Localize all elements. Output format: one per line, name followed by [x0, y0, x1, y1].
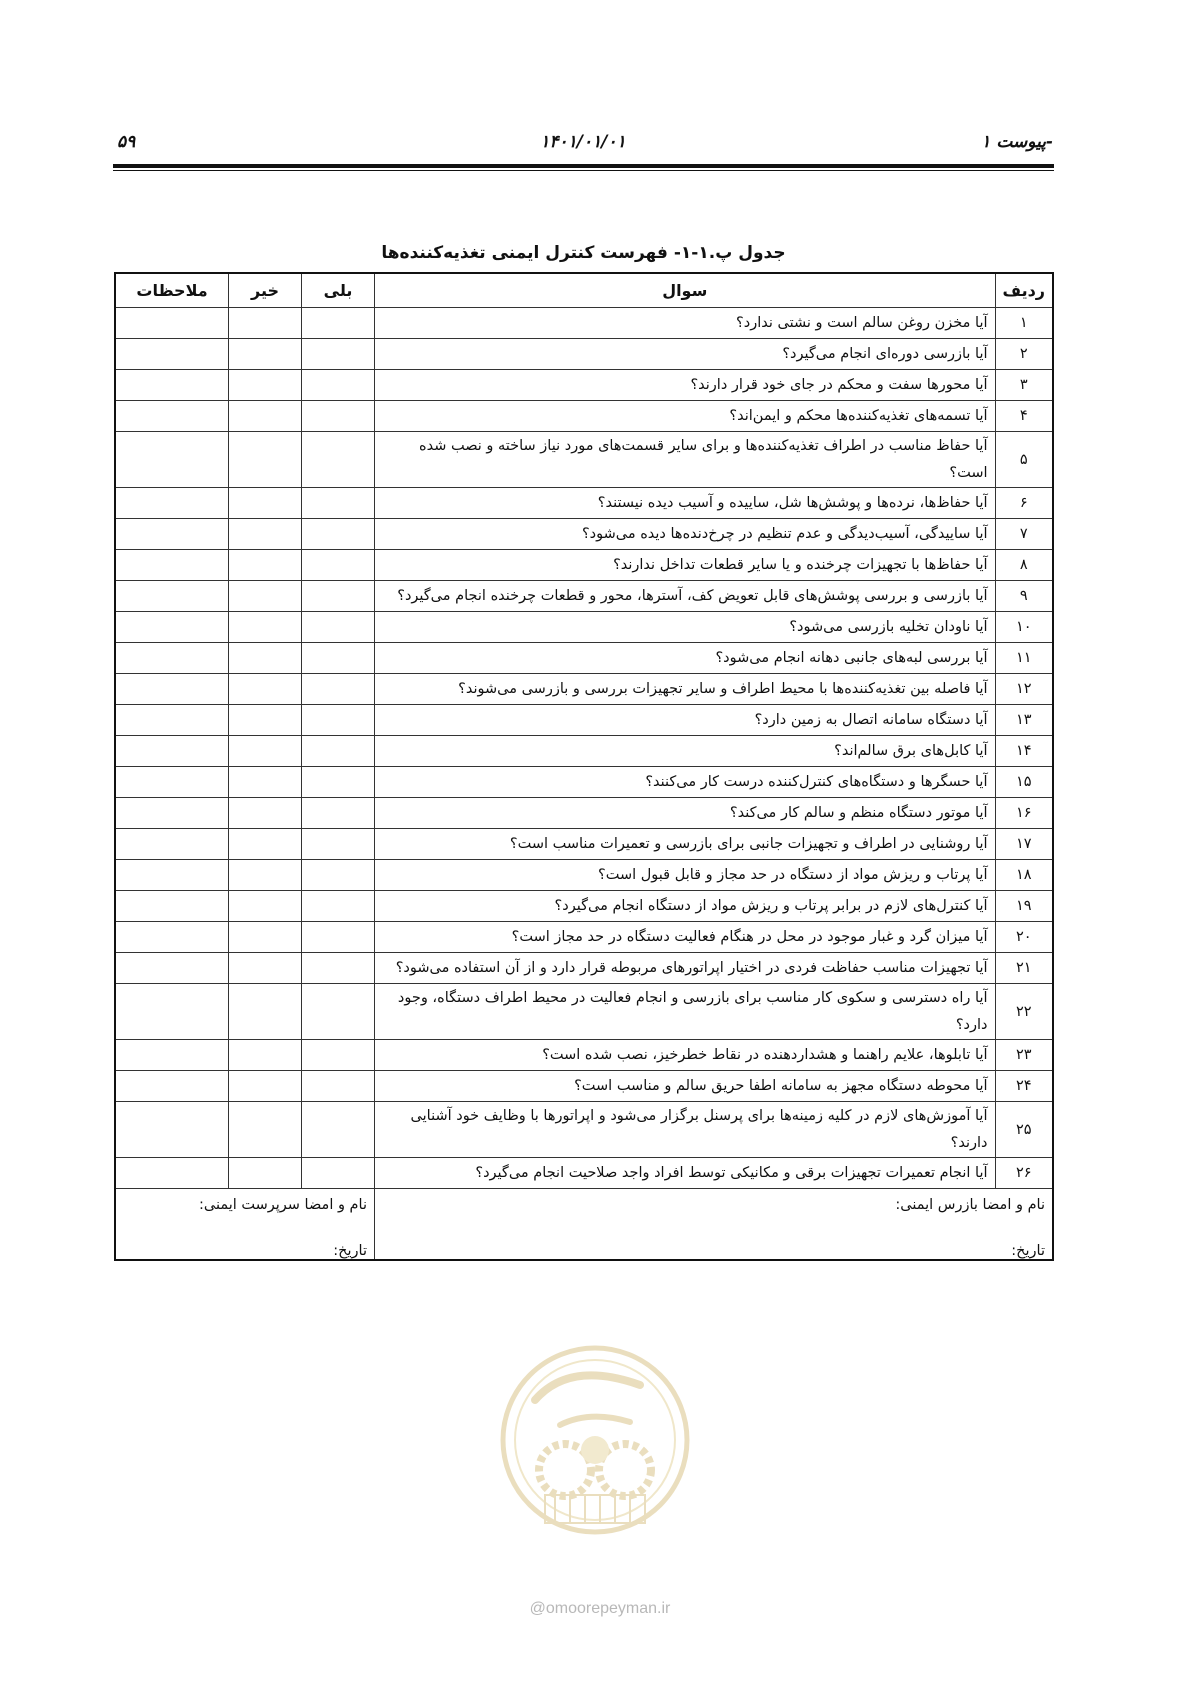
yes-cell[interactable] [302, 550, 375, 581]
notes-cell[interactable] [115, 488, 229, 519]
row-number: ۱۳ [995, 705, 1053, 736]
row-number: ۲۲ [995, 984, 1053, 1040]
notes-cell[interactable] [115, 767, 229, 798]
notes-cell[interactable] [115, 736, 229, 767]
question-text: آیا میزان گرد و غبار موجود در محل در هنگام فعالیت دستگاه در حد مجاز است؟ [375, 922, 996, 953]
no-cell[interactable] [229, 891, 302, 922]
table-row [115, 674, 1053, 705]
question-text: آیا ساییدگی، آسیب‌دیدگی و عدم تنظیم در چرخ‌دنده‌ها دیده می‌شود؟ [375, 519, 996, 550]
yes-cell[interactable] [302, 1071, 375, 1102]
table-row [115, 829, 1053, 860]
question-text: آیا حسگرها و دستگاه‌های کنترل‌کننده درست کار می‌کنند؟ [375, 767, 996, 798]
row-number: ۱۱ [995, 643, 1053, 674]
supervisor-date-label: تاریخ: [333, 1243, 367, 1259]
row-number: ۲۶ [995, 1158, 1053, 1189]
section-label: پیوست ۱- [981, 132, 1053, 152]
row-number: ۱۸ [995, 860, 1053, 891]
table-row [115, 1102, 1053, 1158]
yes-cell[interactable] [302, 1040, 375, 1071]
row-number: ۱۷ [995, 829, 1053, 860]
question-text: آیا محوطه دستگاه مجهز به سامانه اطفا حریق سالم و مناسب است؟ [375, 1071, 996, 1102]
no-cell[interactable] [229, 736, 302, 767]
table-row [115, 370, 1053, 401]
table-row [115, 612, 1053, 643]
no-cell[interactable] [229, 829, 302, 860]
no-cell[interactable] [229, 612, 302, 643]
no-cell[interactable] [229, 401, 302, 432]
notes-cell[interactable] [115, 953, 229, 984]
question-text: آیا تجهیزات مناسب حفاظت فردی در اختیار اپراتورهای مربوطه قرار دارد و از آن استفاده می‌شود؟ [375, 953, 996, 984]
yes-cell[interactable] [302, 612, 375, 643]
supervisor-signature-label: نام و امضا سرپرست ایمنی: [198, 1197, 367, 1213]
no-cell[interactable] [229, 550, 302, 581]
row-number: ۲۱ [995, 953, 1053, 984]
no-cell[interactable] [229, 674, 302, 705]
header-yes: بلی [302, 273, 375, 308]
table-row [115, 1071, 1053, 1102]
yes-cell[interactable] [302, 308, 375, 339]
table-row [115, 736, 1053, 767]
table-header-row [115, 273, 1053, 308]
no-cell[interactable] [229, 432, 302, 488]
table-row [115, 860, 1053, 891]
question-text: آیا تابلوها، علایم راهنما و هشداردهنده در نقاط خطرخیز، نصب شده است؟ [375, 1040, 996, 1071]
table-row [115, 488, 1053, 519]
notes-cell[interactable] [115, 370, 229, 401]
row-number: ۲۴ [995, 1071, 1053, 1102]
table-row [115, 581, 1053, 612]
no-cell[interactable] [229, 308, 302, 339]
header-question: سوال [375, 273, 996, 308]
inspector-signature-label: نام و امضا بازرس ایمنی: [895, 1197, 1045, 1213]
notes-cell[interactable] [115, 550, 229, 581]
header-date: ۱۴۰۱/۰۱/۰۱ [540, 132, 626, 152]
question-text: آیا ناودان تخلیه بازرسی می‌شود؟ [375, 612, 996, 643]
yes-cell[interactable] [302, 984, 375, 1040]
no-cell[interactable] [229, 860, 302, 891]
question-text: آیا تسمه‌های تغذیه‌کننده‌ها محکم و ایمن‌اند؟ [375, 401, 996, 432]
header-row-number: ردیف [995, 273, 1053, 308]
yes-cell[interactable] [302, 891, 375, 922]
yes-cell[interactable] [302, 767, 375, 798]
table-row [115, 550, 1053, 581]
question-text: آیا انجام تعمیرات تجهیزات برقی و مکانیکی توسط افراد واجد صلاحیت انجام می‌گیرد؟ [375, 1158, 996, 1189]
notes-cell[interactable] [115, 339, 229, 370]
table-row [115, 643, 1053, 674]
yes-cell[interactable] [302, 401, 375, 432]
notes-cell[interactable] [115, 519, 229, 550]
no-cell[interactable] [229, 922, 302, 953]
notes-cell[interactable] [115, 984, 229, 1040]
notes-cell[interactable] [115, 1102, 229, 1158]
question-text: آیا پرتاب و ریزش مواد از دستگاه در حد مجاز و قابل قبول است؟ [375, 860, 996, 891]
question-text: آیا مخزن روغن سالم است و نشتی ندارد؟ [375, 308, 996, 339]
no-cell[interactable] [229, 767, 302, 798]
notes-cell[interactable] [115, 1040, 229, 1071]
yes-cell[interactable] [302, 829, 375, 860]
question-text: آیا محورها سفت و محکم در جای خود قرار دارند؟ [375, 370, 996, 401]
row-number: ۷ [995, 519, 1053, 550]
no-cell[interactable] [229, 1158, 302, 1189]
question-text: آیا کنترل‌های لازم در برابر پرتاب و ریزش مواد از دستگاه انجام می‌گیرد؟ [375, 891, 996, 922]
notes-cell[interactable] [115, 643, 229, 674]
yes-cell[interactable] [302, 432, 375, 488]
question-text: آیا روشنایی در اطراف و تجهیزات جانبی برای بازرسی و تعمیرات مناسب است؟ [375, 829, 996, 860]
yes-cell[interactable] [302, 1102, 375, 1158]
table-row [115, 798, 1053, 829]
notes-cell[interactable] [115, 922, 229, 953]
question-text: آیا آموزش‌های لازم در کلیه زمینه‌ها برای پرسنل برگزار می‌شود و اپراتورها با وظایف خود آشنایی دارند؟ [375, 1102, 996, 1158]
yes-cell[interactable] [302, 860, 375, 891]
checklist-table [114, 272, 1054, 1261]
notes-cell[interactable] [115, 705, 229, 736]
row-number: ۱۹ [995, 891, 1053, 922]
yes-cell[interactable] [302, 1158, 375, 1189]
notes-cell[interactable] [115, 581, 229, 612]
yes-cell[interactable] [302, 519, 375, 550]
notes-cell[interactable] [115, 612, 229, 643]
yes-cell[interactable] [302, 922, 375, 953]
no-cell[interactable] [229, 519, 302, 550]
question-text: آیا موتور دستگاه منظم و سالم کار می‌کند؟ [375, 798, 996, 829]
notes-cell[interactable] [115, 308, 229, 339]
table-row [115, 401, 1053, 432]
yes-cell[interactable] [302, 643, 375, 674]
header-rule-thick [113, 164, 1054, 168]
page-number: ۵۹ [117, 132, 136, 152]
table-row [115, 984, 1053, 1040]
notes-cell[interactable] [115, 401, 229, 432]
no-cell[interactable] [229, 581, 302, 612]
no-cell[interactable] [229, 1071, 302, 1102]
question-text: آیا فاصله بین تغذیه‌کننده‌ها با محیط اطراف و سایر تجهیزات بررسی و بازرسی می‌شوند؟ [375, 674, 996, 705]
no-cell[interactable] [229, 953, 302, 984]
row-number: ۲۳ [995, 1040, 1053, 1071]
no-cell[interactable] [229, 1040, 302, 1071]
row-number: ۱۰ [995, 612, 1053, 643]
yes-cell[interactable] [302, 953, 375, 984]
header-no: خیر [229, 273, 302, 308]
table-row [115, 767, 1053, 798]
question-text: آیا بررسی لبه‌های جانبی دهانه انجام می‌شود؟ [375, 643, 996, 674]
table-row [115, 922, 1053, 953]
watermark-logo [490, 1330, 700, 1580]
question-text: آیا کابل‌های برق سالم‌اند؟ [375, 736, 996, 767]
yes-cell[interactable] [302, 798, 375, 829]
table-row [115, 953, 1053, 984]
yes-cell[interactable] [302, 736, 375, 767]
inspector-signature-cell[interactable] [375, 1189, 1054, 1261]
question-text: آیا حفاظ‌ها با تجهیزات چرخنده و یا سایر قطعات تداخل ندارند؟ [375, 550, 996, 581]
question-text: آیا بازرسی و بررسی پوشش‌های قابل تعویض کف، آسترها، محور و قطعات چرخنده انجام می‌گیرد؟ [375, 581, 996, 612]
notes-cell[interactable] [115, 860, 229, 891]
notes-cell[interactable] [115, 891, 229, 922]
table-row [115, 339, 1053, 370]
yes-cell[interactable] [302, 339, 375, 370]
yes-cell[interactable] [302, 674, 375, 705]
row-number: ۱۲ [995, 674, 1053, 705]
no-cell[interactable] [229, 339, 302, 370]
yes-cell[interactable] [302, 488, 375, 519]
notes-cell[interactable] [115, 829, 229, 860]
row-number: ۶ [995, 488, 1053, 519]
yes-cell[interactable] [302, 581, 375, 612]
table-row [115, 891, 1053, 922]
table-row [115, 1158, 1053, 1189]
question-text: آیا حفاظ مناسب در اطراف تغذیه‌کننده‌ها و برای سایر قسمت‌های مورد نیاز ساخته و نصب شده است؟ [375, 432, 996, 488]
no-cell[interactable] [229, 370, 302, 401]
page-header [113, 132, 1053, 160]
no-cell[interactable] [229, 798, 302, 829]
yes-cell[interactable] [302, 705, 375, 736]
table-row [115, 1040, 1053, 1071]
row-number: ۱۵ [995, 767, 1053, 798]
row-number: ۵ [995, 432, 1053, 488]
question-text: آیا حفاظ‌ها، نرده‌ها و پوشش‌ها شل، ساییده و آسیب دیده نیستند؟ [375, 488, 996, 519]
notes-cell[interactable] [115, 798, 229, 829]
no-cell[interactable] [229, 705, 302, 736]
supervisor-signature-cell[interactable] [115, 1189, 375, 1261]
no-cell[interactable] [229, 1102, 302, 1158]
row-number: ۲ [995, 339, 1053, 370]
question-text: آیا بازرسی دوره‌ای انجام می‌گیرد؟ [375, 339, 996, 370]
no-cell[interactable] [229, 984, 302, 1040]
notes-cell[interactable] [115, 432, 229, 488]
header-notes: ملاحظات [115, 273, 229, 308]
table-row [115, 705, 1053, 736]
watermark-site: @omoorepeyman.ir [529, 1600, 671, 1617]
no-cell[interactable] [229, 643, 302, 674]
notes-cell[interactable] [115, 1158, 229, 1189]
table-row [115, 519, 1053, 550]
row-number: ۸ [995, 550, 1053, 581]
row-number: ۴ [995, 401, 1053, 432]
row-number: ۱ [995, 308, 1053, 339]
yes-cell[interactable] [302, 370, 375, 401]
signature-row [115, 1189, 1053, 1261]
no-cell[interactable] [229, 488, 302, 519]
header-rule-thin [113, 170, 1054, 171]
table-row [115, 432, 1053, 488]
table-caption: جدول پ.۱-۱- فهرست کنترل ایمنی تغذیه‌کننده‌ها [381, 243, 786, 263]
question-text: آیا راه دسترسی و سکوی کار مناسب برای بازرسی و انجام فعالیت در محیط اطراف دستگاه، وجود دارد؟ [375, 984, 996, 1040]
row-number: ۱۴ [995, 736, 1053, 767]
question-text: آیا دستگاه سامانه اتصال به زمین دارد؟ [375, 705, 996, 736]
notes-cell[interactable] [115, 1071, 229, 1102]
inspector-date-label: تاریخ: [1011, 1243, 1045, 1259]
row-number: ۳ [995, 370, 1053, 401]
row-number: ۱۶ [995, 798, 1053, 829]
notes-cell[interactable] [115, 674, 229, 705]
row-number: ۲۰ [995, 922, 1053, 953]
row-number: ۹ [995, 581, 1053, 612]
table-row [115, 308, 1053, 339]
row-number: ۲۵ [995, 1102, 1053, 1158]
